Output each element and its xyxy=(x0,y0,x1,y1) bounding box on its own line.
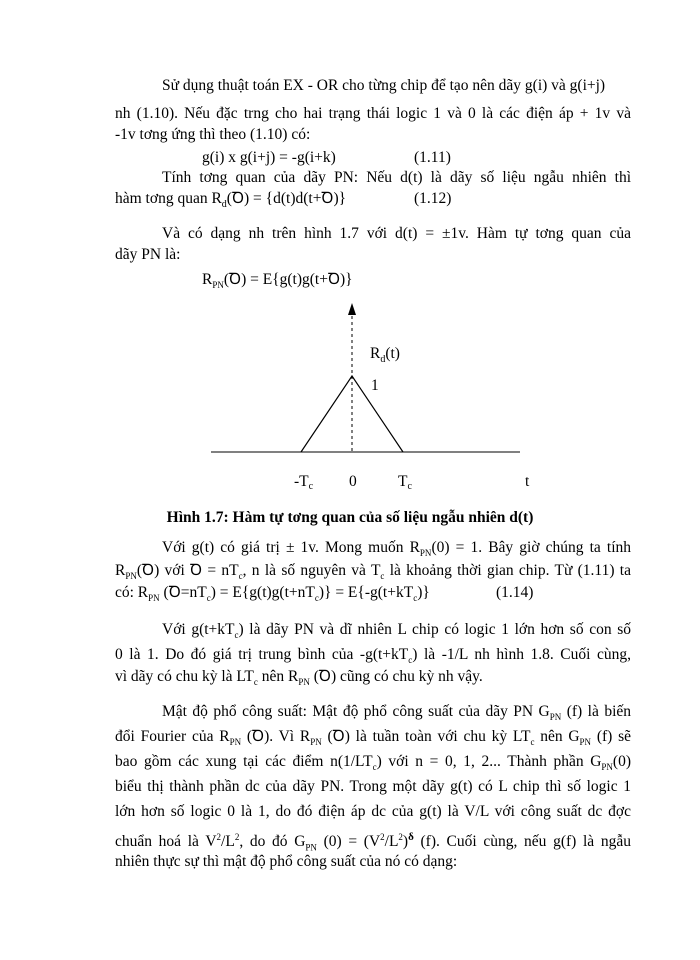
para5-line2: 0 là 1. Do đó giá trị trung bình của $-g(t+kT_c)$ là -1/L nh hình 1.8. Cuối cùng, xyxy=(115,646,631,666)
para3-line1: Và có dạng nh trên hình 1.7 với d(t) = ±1v. Hàm tự tơng quan của xyxy=(162,225,631,242)
para2-line1: Tính tơng quan của dãy PN: Nếu d(t) là dãy số liệu ngẫu nhiên thì xyxy=(162,169,631,186)
equation-1-12-number: (1.12) xyxy=(414,190,452,207)
para1-line2: nh (1.10). Nếu đặc trng cho hai trạng thái logic 1 và 0 là các điện áp + 1v và xyxy=(115,105,631,122)
para1-line3: -1v tơng ứng thì theo (1.10) có: xyxy=(115,126,311,143)
y-axis-arrow xyxy=(348,303,356,315)
tick-neg-tc: -Tc xyxy=(294,473,314,492)
para4-line3: có: $R_{PN}$ $(Ꝺ=nT_c) = E\{g(t)g(t+nT_c)\} = E\{-g(t+kT_c)\}$ xyxy=(115,584,430,604)
figure-caption: Hình 1.7: Hàm tự tơng quan của số liệu ngẫu nhiên d(t) xyxy=(166,509,534,526)
para5-line1: Với $g(t+kT_c)$ là dãy PN và dĩ nhiên L chip có logic 1 lớn hơn số con số xyxy=(162,621,631,641)
x-axis-label: t xyxy=(525,473,530,490)
para6-line7: nhiên thực sự thì mật độ phổ công suất của nó có dạng: xyxy=(115,853,458,870)
para1-line1: Sử dụng thuật toán EX - OR cho từng chip để tạo nên dãy g(i) và g(i+j) xyxy=(162,77,606,94)
peak-label: 1 xyxy=(371,377,379,394)
equation-rpn: $R_{PN}(Ꝺ)$ = E{g(t)g(t+Ꝺ)} xyxy=(202,271,353,291)
para6-line2: đổi Fourier của $R_{PN}$ (Ꝺ). Vì $R_{PN}$ (Ꝺ) là tuần toàn với chu kỳ $LT_c$ nên $G_{PN}$ (f) sẽ xyxy=(115,728,631,748)
tick-zero: 0 xyxy=(349,473,357,490)
y-axis-label: $R_d(t)$ xyxy=(370,345,400,365)
para6-line1: Mật độ phổ công suất: Mật độ phổ công suất của dãy PN $G_{PN}$ (f) là biến xyxy=(162,703,632,723)
para6-line3: bao gồm các xung tại các điểm $n(1/LT_c)$ với n = 0, 1, 2... Thành phần $G_{PN}(0)$ xyxy=(115,753,631,773)
para4-line1: Với g(t) có giá trị ± 1v. Mong muốn $R_{PN}(0) = 1$. Bây giờ chúng ta tính xyxy=(162,539,632,559)
para6-line5: lớn hơn số logic 0 là 1, do đó điện áp dc của g(t) là V/L với công suất dc đợc xyxy=(115,803,631,820)
equation-1-14-number: (1.14) xyxy=(496,584,534,601)
equation-1-11: g(i) x g(i+j) = -g(i+k) xyxy=(202,149,336,166)
para5-line3: vì dãy có chu kỳ là $LT_c$ nên $R_{PN}$ (Ꝺ) cũng có chu kỳ nh vậy. xyxy=(115,668,483,688)
para4-line2: $R_{PN}(Ꝺ)$ với Ꝺ = $nT_c$, n là số nguyên và $T_c$ là khoảng thời gian chip. Từ (1.11) ta xyxy=(115,562,631,582)
para6-line4: biểu thị thành phần dc của dãy PN. Trong một dãy g(t) có L chip thì số logic 1 xyxy=(115,778,631,795)
para6-line6: chuẩn hoá là $V^2/L^2$, do đó $G_{PN}$ $(0) = (V^2/L^2)^\delta$ (f). Cuối cùng, nếu g(f) là ngẫu xyxy=(115,831,631,853)
equation-1-11-number: (1.11) xyxy=(414,149,451,166)
tick-pos-tc: Tc xyxy=(398,473,412,492)
para2-line2: hàm tơng quan $R_d(Ꝺ)$ = {d(t)d(t+Ꝺ)} xyxy=(115,190,347,211)
para3-line2: dãy PN là: xyxy=(115,246,181,263)
